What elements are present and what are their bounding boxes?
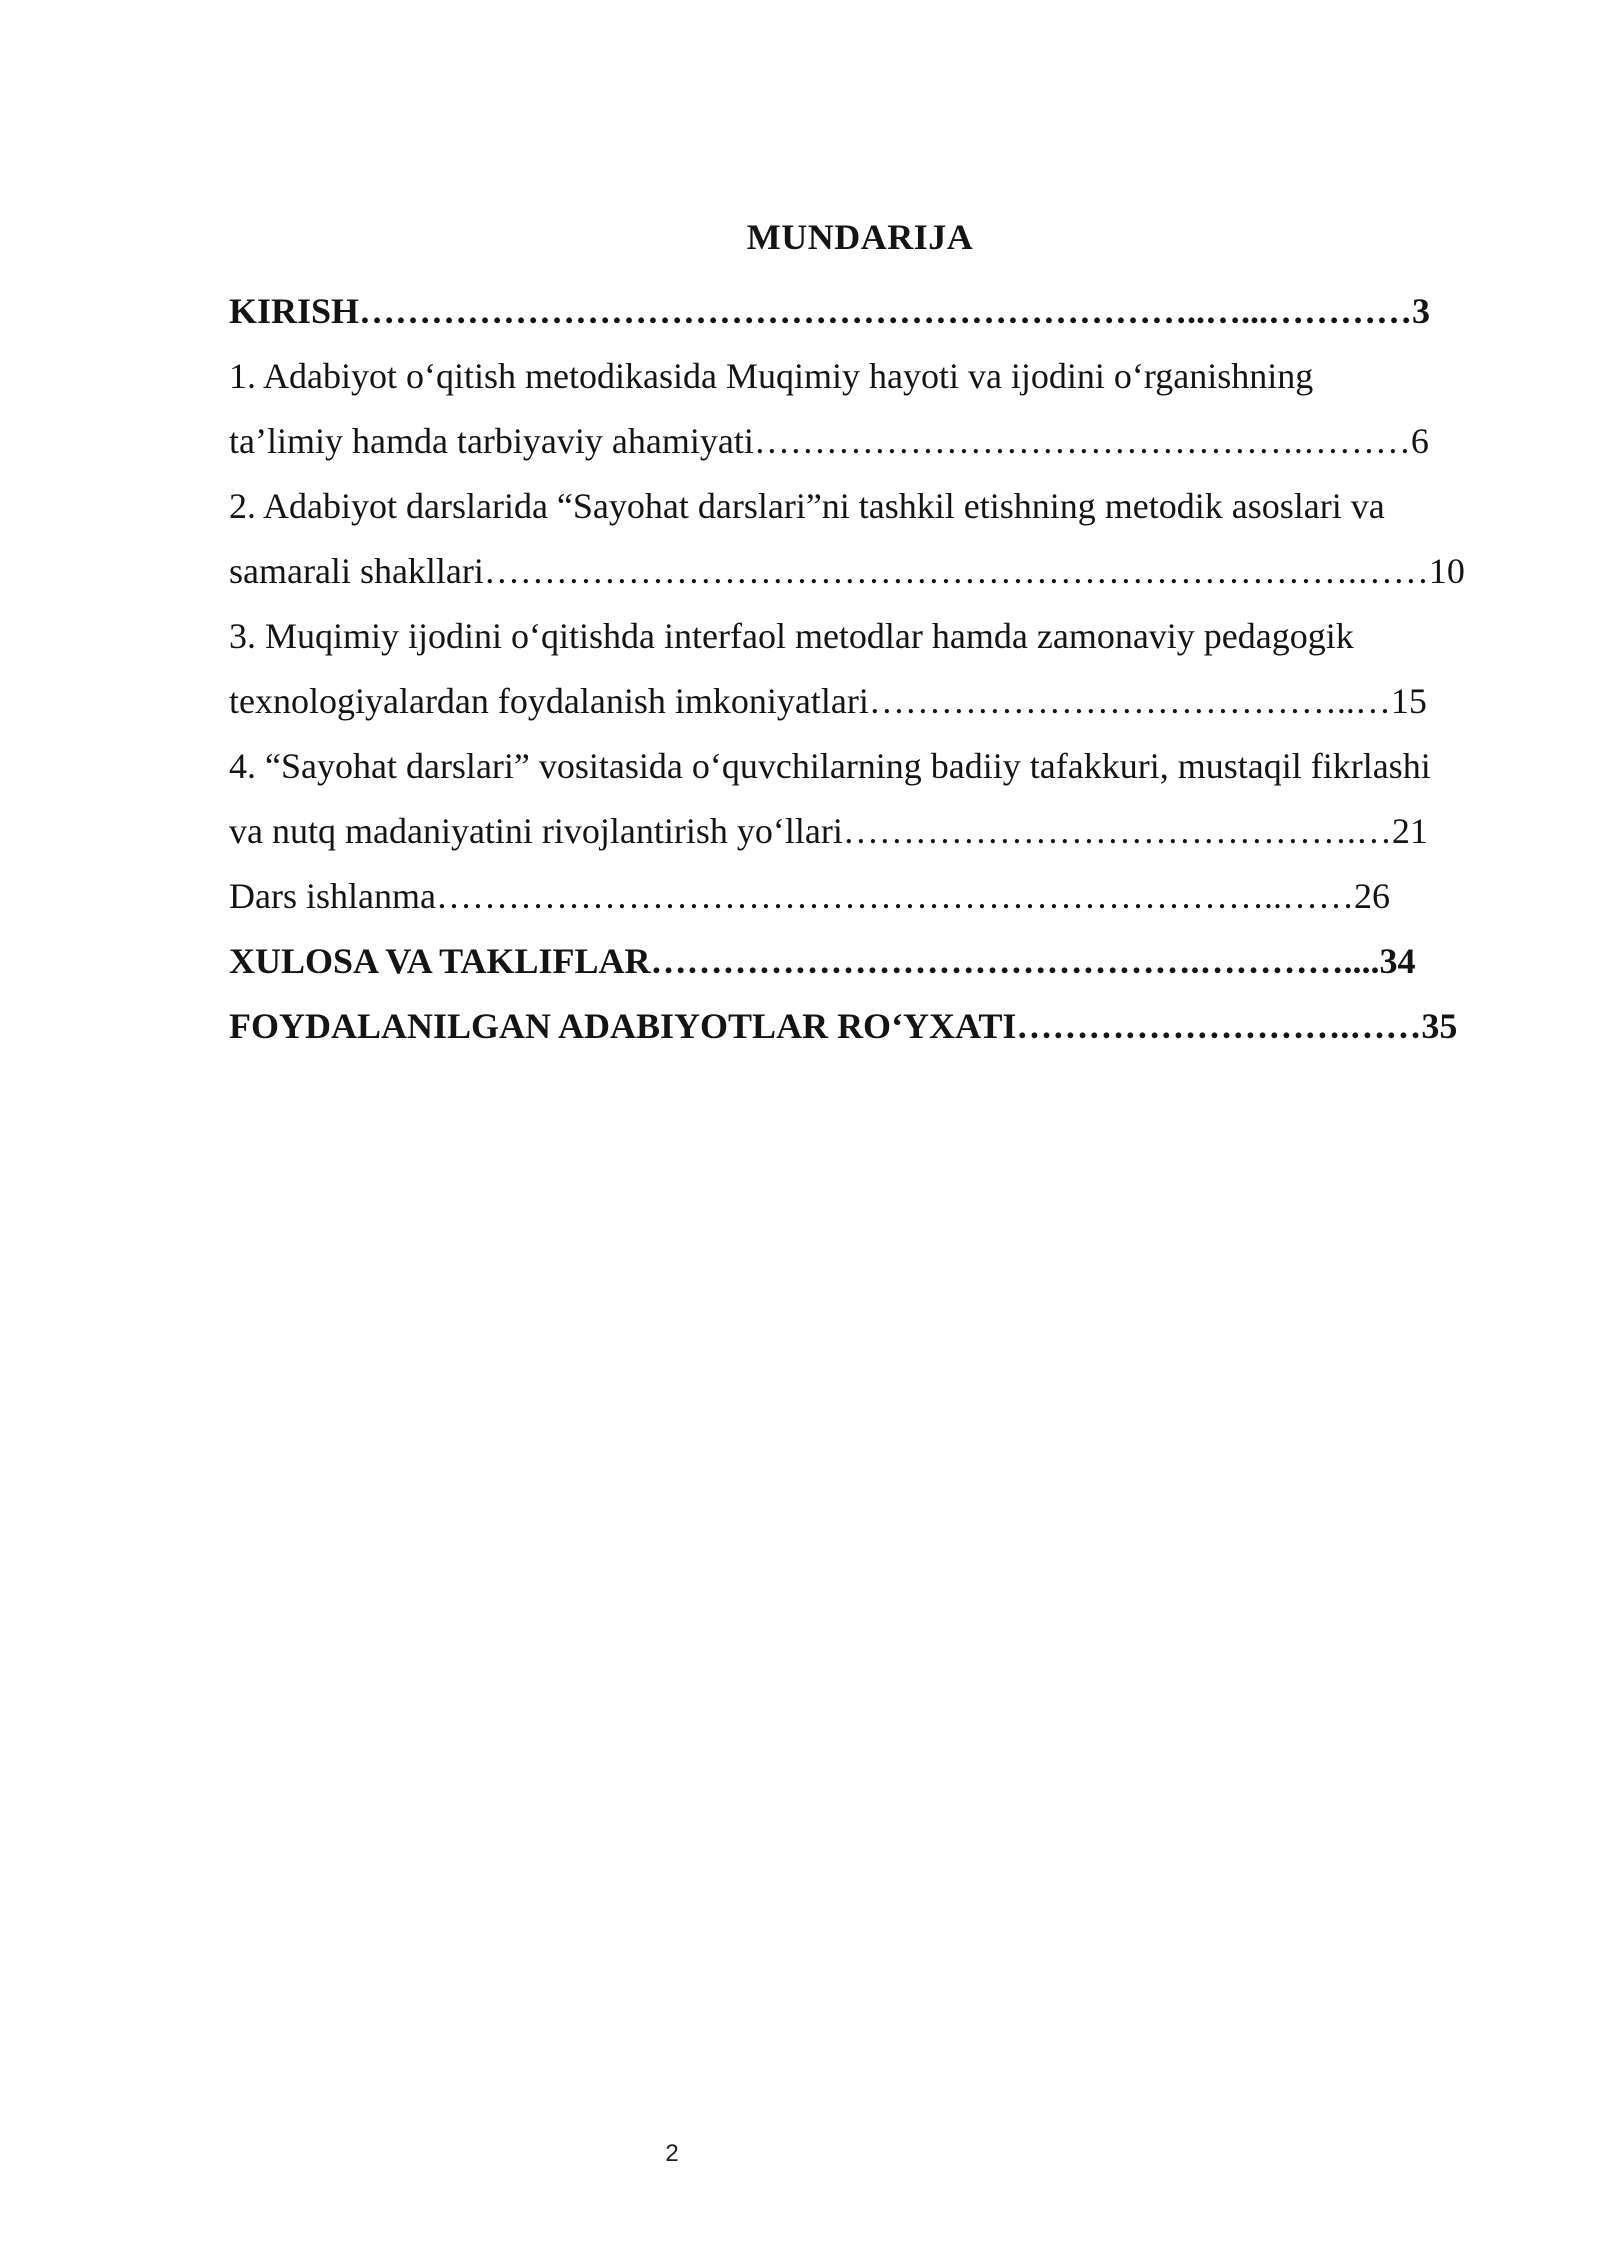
page-number: 2 [665, 2140, 679, 2167]
toc-entry [229, 669, 1488, 734]
toc-leader-dots: …………………………………….… [842, 811, 1392, 851]
toc-entry-line [229, 344, 1488, 409]
toc-entry-title: FOYDALANILGAN ADABIYOTLAR RO‘YXATI [229, 1006, 1017, 1046]
page-title: MUNDARIJA [746, 217, 974, 257]
toc-page-number: 26 [1353, 876, 1390, 916]
toc-entry [229, 864, 1488, 929]
toc-entry-line [229, 734, 1488, 799]
toc-entry-line [229, 474, 1488, 539]
toc-entry-title: KIRISH [229, 291, 360, 331]
toc-entry-title: 1. Adabiyot o‘qitish metodikasida Muqimiy hayoti va ijodini o‘rganishning [229, 356, 1314, 396]
toc-entry-title: va nutq madaniyatini rivojlantirish yo‘llari [229, 811, 843, 851]
toc-leader-dots: ……………………………………….……… [753, 421, 1411, 461]
toc-entry [229, 799, 1488, 864]
toc-entry-line [229, 604, 1488, 669]
toc-entry-title: texnologiyalardan foydalanish imkoniyatlari [229, 681, 869, 721]
toc-leader-dots: ……………………….…… [1016, 1006, 1422, 1046]
toc-entry-title: XULOSA VA TAKLIFLAR [229, 941, 651, 981]
table-of-contents [229, 279, 1488, 1059]
toc-entry [229, 994, 1488, 1059]
toc-page-number: 10 [1428, 551, 1465, 591]
toc-leader-dots: ……………………………………………………………..…...………… [359, 291, 1413, 331]
toc-entry [229, 539, 1488, 604]
toc-page-number: 34 [1379, 941, 1416, 981]
toc-leader-dots: ……………………………………….………….... [650, 941, 1380, 981]
toc-entry-title: 2. Adabiyot darslarida “Sayohat darslari”ni tashkil etishning metodik asoslari va [229, 486, 1385, 526]
toc-entry-title: ta’limiy hamda tarbiyaviy ahamiyati [229, 421, 754, 461]
toc-entry [229, 279, 1488, 344]
toc-page-number: 3 [1412, 291, 1431, 331]
toc-entry-title: 4. “Sayohat darslari” vositasida o‘quvchilarning badiiy tafakkuri, mustaqil fikrlashi [229, 746, 1431, 786]
toc-entry-title: 3. Muqimiy ijodini o‘qitishda interfaol metodlar hamda zamonaviy pedagogik [229, 616, 1354, 656]
toc-leader-dots: ……………………………………………………………..…… [435, 876, 1354, 916]
toc-page-number: 15 [1390, 681, 1427, 721]
toc-leader-dots: ……………………………………………………………….…… [483, 551, 1429, 591]
toc-page-number: 35 [1421, 1006, 1458, 1046]
toc-entry-title: Dars ishlanma [229, 876, 436, 916]
toc-entry-title: samarali shakllari [229, 551, 484, 591]
toc-page-number: 21 [1391, 811, 1428, 851]
toc-leader-dots: …………………………………..… [868, 681, 1391, 721]
toc-entry [229, 929, 1488, 994]
toc-page-number: 6 [1410, 421, 1429, 461]
toc-entry [229, 409, 1488, 474]
